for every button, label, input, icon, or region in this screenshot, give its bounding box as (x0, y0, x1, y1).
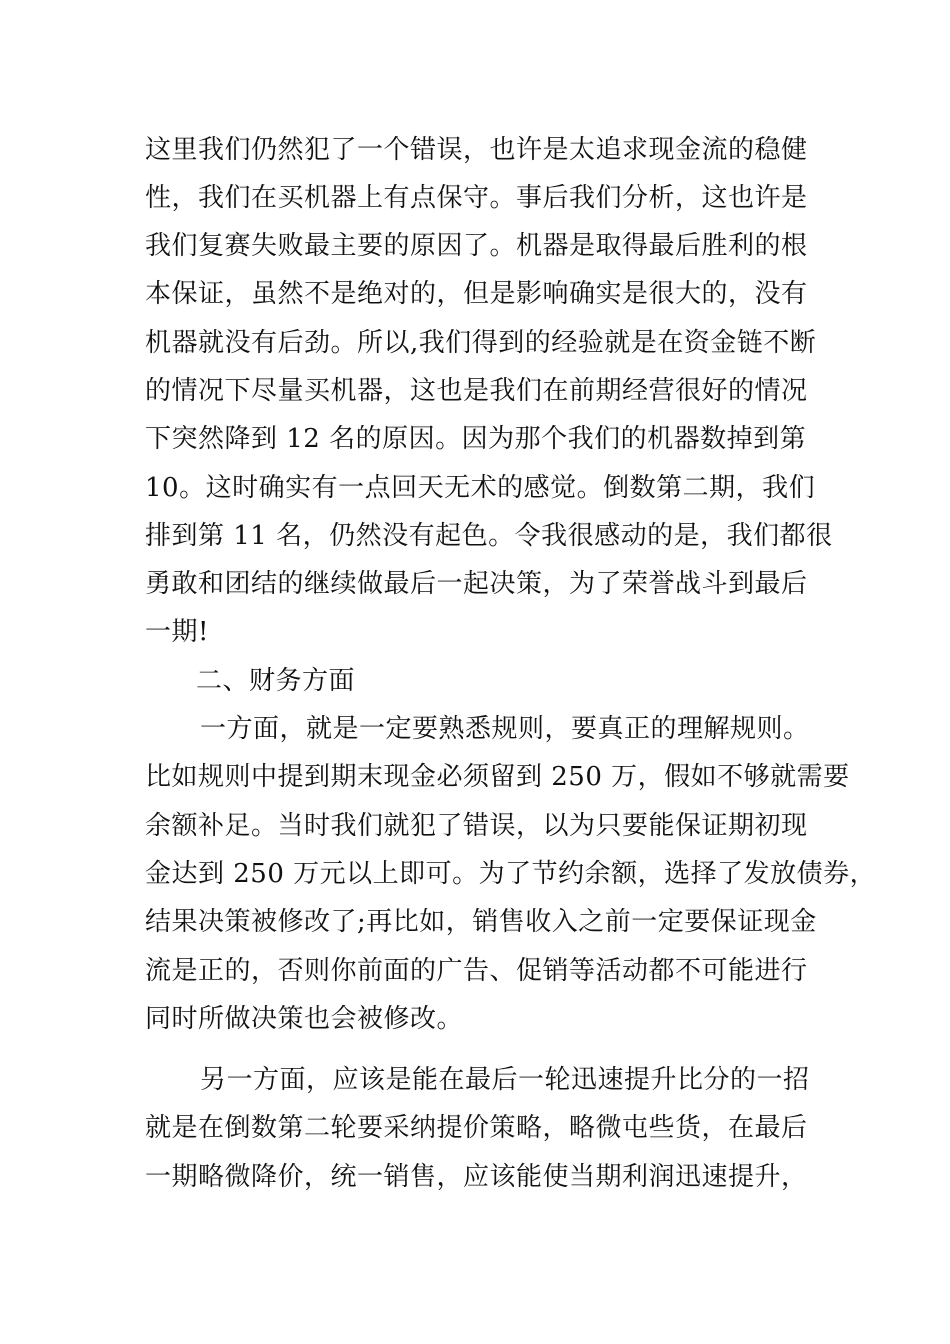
paragraph-line: 就是在倒数第二轮要采纳提价策略，略微屯些货，在最后 (145, 1113, 808, 1143)
paragraph-line: 一期! (145, 617, 209, 647)
paragraph-line: 结果决策被修改了;再比如，销售收入之前一定要保证现金 (145, 907, 817, 937)
paragraph-line: 10。这时确实有一点回天无术的感觉。倒数第二期，我们 (145, 473, 816, 503)
paragraph-line: 排到第 11 名，仍然没有起色。令我很感动的是，我们都很 (145, 521, 833, 551)
paragraph-line: 下突然降到 12 名的原因。因为那个我们的机器数掉到第 (145, 424, 807, 454)
paragraph-line: 本保证，虽然不是绝对的，但是影响确实是很大的，没有 (145, 279, 808, 309)
paragraph-line: 同时所做决策也会被修改。 (145, 1004, 464, 1034)
paragraph-line: 余额补足。当时我们就犯了错误，以为只要能保证期初现 (145, 811, 808, 841)
paragraph-line: 一期略微降价，统一销售，应该能使当期利润迅速提升， (145, 1162, 808, 1192)
paragraph-line: 我们复赛失败最主要的原因了。机器是取得最后胜利的根 (145, 231, 808, 261)
paragraph-line: 一方面，就是一定要熟悉规则，要真正的理解规则。 (200, 714, 810, 744)
paragraph-line: 机器就没有后劲。所以,我们得到的经验就是在资金链不断 (145, 328, 817, 358)
paragraph-line: 的情况下尽量买机器，这也是我们在前期经营很好的情况 (145, 376, 808, 406)
paragraph-line: 勇敢和团结的继续做最后一起决策，为了荣誉战斗到最后 (145, 569, 808, 599)
paragraph-line: 流是正的，否则你前面的广告、促销等活动都不可能进行 (145, 956, 808, 986)
paragraph-line: 另一方面，应该是能在最后一轮迅速提升比分的一招 (200, 1065, 810, 1095)
paragraph-line: 性，我们在买机器上有点保守。事后我们分析，这也许是 (145, 183, 808, 213)
paragraph-line: 金达到 250 万元以上即可。为了节约余额，选择了发放债券， (145, 859, 877, 889)
paragraph-line: 比如规则中提到期末现金必须留到 250 万，假如不够就需要 (145, 762, 850, 792)
section-heading: 二、财务方面 (196, 666, 356, 696)
paragraph-line: 这里我们仍然犯了一个错误，也许是太追求现金流的稳健 (145, 135, 808, 165)
